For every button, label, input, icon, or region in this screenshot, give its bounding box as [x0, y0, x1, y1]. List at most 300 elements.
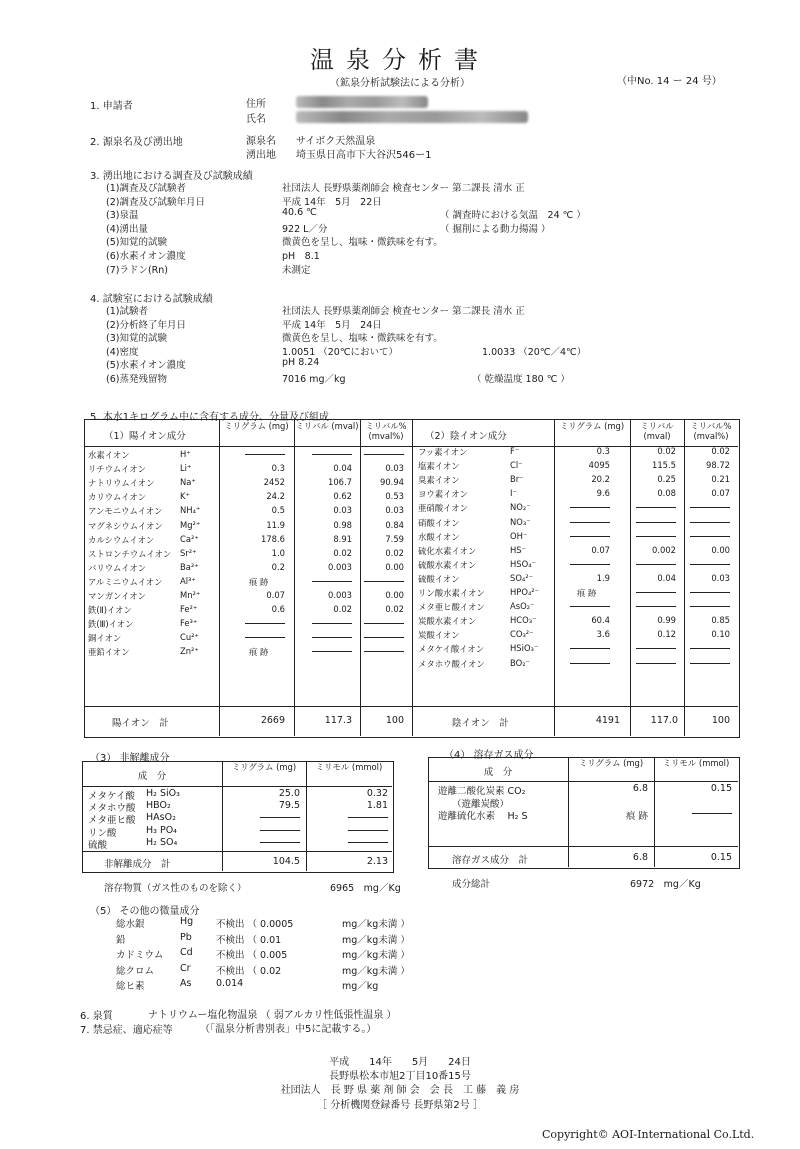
- nondiss-mmol: [306, 812, 388, 823]
- anion-name: メタ亜ヒ酸イオン: [418, 602, 485, 613]
- cation-mval: 8.91: [333, 533, 352, 544]
- trace-label: （5） その他の微量成分: [90, 906, 200, 917]
- cation-formula: Zn²⁺: [180, 646, 199, 657]
- anion-name: 亜硝酸イオン: [418, 503, 468, 514]
- cation-mg: 0.5: [271, 505, 285, 516]
- item-label: (4)湧出量: [106, 223, 148, 235]
- trace-name: 総水銀: [116, 919, 145, 930]
- dash-mark: [570, 522, 610, 523]
- cation-pct: [360, 449, 404, 459]
- trace-symbol: As: [180, 978, 192, 990]
- gas-mmol: 0.15: [710, 783, 732, 794]
- cation-name: リチウムイオン: [88, 464, 146, 475]
- cation-formula: Mg²⁺: [180, 519, 201, 530]
- nondiss-formula: H₃ PO₄: [146, 824, 177, 836]
- anion-pct: 0.21: [711, 474, 730, 485]
- nondiss-name: メタケイ酸: [88, 791, 135, 802]
- dash-mark: [636, 522, 676, 523]
- item-label: (3)泉温: [106, 210, 139, 222]
- cation-name: 鉄(Ⅱ)イオン: [88, 605, 132, 616]
- item-value: 40.6 ℃: [282, 207, 317, 219]
- trace-name: 鉛: [116, 934, 126, 946]
- nondiss-mmol: [306, 825, 388, 836]
- cation-pct: [360, 632, 404, 642]
- anion-name: 硫酸水素イオン: [418, 559, 477, 570]
- cation-mg: 178.6: [261, 533, 285, 544]
- gas-name: （遊離炭酸）: [452, 799, 510, 810]
- anion-mval: 0.08: [657, 488, 676, 499]
- dissolved-value: 6965 mg／Kg: [330, 883, 401, 894]
- location-label: 湧出地: [246, 150, 276, 161]
- anion-pct: [684, 587, 730, 597]
- cation-total-label: 陽イオン 計: [112, 718, 169, 729]
- source-name-value: サイボク天然温泉: [296, 136, 376, 147]
- cation-total-pct: 100: [385, 715, 404, 726]
- grand-total-value: 6972 mg／Kg: [630, 879, 701, 890]
- anion-formula: Cl⁻: [510, 460, 523, 471]
- dash-mark: [570, 507, 610, 508]
- cation-formula: Cu²⁺: [180, 632, 199, 643]
- dash-mark: [312, 651, 352, 652]
- trace-unit: mg／kg未満 ）: [342, 950, 410, 962]
- cation-mval: [294, 618, 352, 628]
- cation-name: マグネシウムイオン: [88, 520, 163, 531]
- nondiss-comp-header: 成 分: [137, 771, 167, 782]
- item-note: （ 掘削による動力揚湯 ）: [440, 223, 551, 235]
- trace-name: 総クロム: [116, 965, 155, 977]
- cation-name: バリウムイオン: [88, 562, 147, 573]
- footer-organization: 社団法人 長 野 県 薬 剤 師 会 会 長 工 藤 義 房: [280, 1085, 520, 1096]
- anion-mg: 3.6: [596, 629, 610, 640]
- anion-mval: [630, 531, 676, 541]
- anion-formula: OH⁻: [510, 530, 528, 541]
- anion-name: 塩素イオン: [418, 461, 460, 472]
- nondiss-mg-header: ミリグラム (mg): [231, 762, 297, 772]
- item-value: 社団法人 長野県薬剤師会 検査センター 第二課長 清水 正: [282, 183, 525, 194]
- anion-pct: 98.72: [706, 460, 730, 471]
- cation-name: ナトリウムイオン: [88, 478, 155, 489]
- anion-pct: [684, 531, 730, 541]
- anion-pct: 0.00: [711, 544, 730, 555]
- anion-name: 硝酸イオン: [418, 517, 460, 528]
- item-label: (7)ラドン(Rn): [106, 264, 168, 276]
- cation-mg: 24.2: [266, 491, 285, 502]
- cation-mval: 0.98: [333, 519, 352, 530]
- gas-name: 遊離二酸化炭素 CO₂: [438, 786, 526, 797]
- dash-mark: [636, 592, 676, 593]
- dash-mark: [690, 564, 730, 565]
- dash-mark: [570, 536, 610, 537]
- column-header: ミリグラム (mg): [559, 421, 625, 431]
- item-value: pH 8.1: [282, 251, 320, 262]
- anion-formula: SO₄²⁻: [510, 572, 534, 583]
- cation-pct: [360, 646, 404, 656]
- anion-name: 硫酸イオン: [418, 573, 460, 584]
- anion-pct: [684, 559, 730, 569]
- nondiss-mg: [222, 825, 300, 836]
- cation-mg: 痕 跡: [249, 576, 269, 587]
- nondiss-formula: HAsO₂: [146, 812, 176, 824]
- cation-total-mval: 117.3: [324, 715, 352, 726]
- trace-value: 不検出 （ 0.005: [216, 950, 288, 962]
- anion-mval: 0.99: [657, 615, 676, 626]
- anion-mval: [630, 502, 676, 512]
- gas-total-label: 溶存ガス成分 計: [452, 855, 529, 866]
- cation-name: アルミニウムイオン: [88, 576, 163, 587]
- dash-mark: [245, 454, 285, 455]
- anion-mg: 60.4: [591, 615, 610, 626]
- cation-name: 水素イオン: [88, 450, 130, 460]
- cation-mg: 11.9: [266, 519, 285, 530]
- cation-mval: 0.02: [333, 604, 352, 615]
- cation-formula: NH₄⁺: [180, 505, 201, 516]
- cation-name: アンモニウムイオン: [88, 506, 163, 517]
- anion-mg: [554, 601, 610, 611]
- anion-mval: 0.04: [657, 572, 676, 583]
- column-header: ミリグラム (mg): [224, 421, 289, 431]
- field-test-label: 3. 湧出地における調査及び試験成績: [90, 171, 253, 182]
- cation-formula: Fe²⁺: [180, 604, 198, 615]
- cation-mval: 0.003: [328, 561, 352, 572]
- item-value: pH 8.24: [282, 357, 320, 369]
- cation-pct: 0.00: [385, 590, 404, 600]
- cation-mg: 0.6: [271, 604, 285, 615]
- anion-mval: [630, 643, 676, 653]
- trace-unit: mg／kg未満 ）: [342, 934, 410, 946]
- gas-label: （4） 溶存ガス成分: [444, 750, 534, 761]
- lab-test-label: 4. 試験室における試験成績: [90, 294, 213, 305]
- anion-formula: HCO₃⁻: [510, 615, 537, 626]
- dash-mark: [312, 581, 352, 582]
- item-label: (1)試験者: [106, 306, 148, 317]
- dash-mark: [364, 454, 404, 455]
- copyright: Copyright© AOI-International Co.Ltd.: [542, 1128, 755, 1141]
- dash-mark: [636, 564, 676, 565]
- cation-formula: Na⁺: [180, 477, 196, 488]
- grand-total-label: 成分総計: [452, 879, 491, 890]
- anion-formula: Br⁻: [510, 474, 524, 485]
- anion-pct: 0.03: [711, 572, 730, 583]
- anion-mval: 115.5: [652, 460, 676, 471]
- anion-pct: [684, 601, 730, 611]
- dash-mark: [690, 663, 730, 664]
- table-hline: [84, 706, 738, 707]
- anion-formula: I⁻: [510, 488, 517, 499]
- cation-mg: 2452: [263, 477, 285, 488]
- anion-formula: HS⁻: [510, 544, 527, 555]
- table-hline: [428, 846, 738, 847]
- nondiss-formula: HBO₂: [146, 800, 171, 812]
- anion-name: 硫化水素イオン: [418, 545, 477, 556]
- anion-formula: HSO₄⁻: [510, 558, 536, 569]
- nondiss-name: メタ亜ヒ酸: [88, 815, 136, 827]
- item-label: (6)蒸発残留物: [106, 374, 167, 385]
- cation-pct: [360, 618, 404, 628]
- anion-mg: [554, 559, 610, 569]
- doc-subtitle: （鉱泉分析試験法による分析）: [330, 78, 470, 89]
- cation-formula: Sr²⁺: [180, 547, 197, 558]
- gas-mg-header: ミリグラム (mg): [578, 758, 644, 768]
- cation-name: 銅イオン: [88, 633, 122, 644]
- cation-pct: 0.02: [385, 547, 404, 558]
- anion-name: 炭酸水素イオン: [418, 616, 477, 627]
- cation-mval: [294, 449, 352, 459]
- anion-header: （2）陰イオン成分: [425, 431, 507, 442]
- item-note: 1.0033 （20℃／4℃）: [482, 346, 587, 358]
- trace-unit: mg／kg未満 ）: [342, 965, 410, 977]
- cation-mval: [294, 632, 352, 642]
- trace-value: 不検出 （ 0.01: [216, 934, 282, 946]
- name-label: 氏名: [246, 114, 266, 125]
- redacted-name: [296, 111, 528, 123]
- cation-mg: [219, 618, 285, 628]
- anion-formula: HPO₄²⁻: [510, 587, 540, 597]
- nondiss-label: （3） 非解離成分: [90, 753, 170, 764]
- anion-mval: [630, 559, 676, 569]
- cation-mg: 0.07: [266, 590, 285, 600]
- anion-pct: [684, 643, 730, 653]
- item-value: 微黄色を呈し、塩味・微鉄味を有す。: [282, 333, 443, 345]
- item-label: (3)知覚的試験: [106, 333, 167, 345]
- anion-formula: AsO₂⁻: [510, 601, 535, 612]
- trace-symbol: Cr: [180, 962, 191, 974]
- anion-mg: 0.07: [591, 544, 610, 555]
- trace-unit: mg／kg: [342, 981, 379, 993]
- column-header: ミリバル (mval): [640, 421, 674, 441]
- trace-unit: mg／kg未満 ）: [342, 919, 410, 930]
- table-hline: [82, 786, 392, 787]
- anion-mval: [630, 517, 676, 527]
- anion-formula: CO₃²⁻: [510, 629, 534, 640]
- nondiss-mmol: 0.32: [366, 788, 388, 799]
- item-label: (2)分析終了年月日: [106, 319, 186, 331]
- dash-mark: [636, 606, 676, 607]
- item-value: 7016 mg／kg: [282, 374, 346, 385]
- source-section-label: 2. 源泉名及び湧出地: [90, 137, 183, 148]
- cation-header: （1）陽イオン成分: [104, 431, 186, 442]
- address-label: 住所: [246, 99, 266, 110]
- nondiss-name: メタホウ酸: [88, 803, 136, 815]
- item-note: （ 乾燥温度 180 ℃ ）: [472, 374, 570, 385]
- indications-label: 7. 禁忌症、適応症等: [80, 1025, 173, 1036]
- item-value: 平成 14年 5月 24日: [282, 319, 382, 331]
- cation-mg: 1.0: [271, 547, 285, 558]
- cation-formula: Li⁺: [180, 463, 192, 474]
- anion-pct: [684, 502, 730, 512]
- anion-formula: BO₂⁻: [510, 657, 530, 668]
- dash-mark: [364, 623, 404, 624]
- gas-mg: 6.8: [632, 783, 648, 794]
- dash-mark: [690, 606, 730, 607]
- cation-name: 亜鉛イオン: [88, 647, 130, 658]
- redacted-address: [296, 96, 428, 108]
- item-value: 未測定: [282, 264, 311, 276]
- column-header: ミリバル% (mval%): [690, 421, 732, 441]
- nondiss-mmol: 1.81: [366, 800, 388, 812]
- table-hline: [428, 781, 738, 782]
- anion-mg: 0.3: [596, 446, 610, 456]
- gas-total-mmol: 0.15: [710, 852, 732, 863]
- item-label: (6)水素イオン濃度: [106, 251, 186, 262]
- anion-pct: 0.85: [711, 615, 730, 626]
- trace-name: 総ヒ素: [116, 981, 145, 993]
- anion-mval: [630, 658, 676, 668]
- anion-name: ヨウ素イオン: [418, 489, 468, 500]
- anion-mg: [554, 643, 610, 653]
- dash-mark: [636, 648, 676, 649]
- item-label: (5)水素イオン濃度: [106, 360, 186, 372]
- dash-mark: [364, 637, 404, 638]
- dash-mark: [348, 817, 388, 818]
- dash-mark: [348, 842, 388, 843]
- anion-name: リン酸水素イオン: [418, 588, 485, 598]
- anion-mval: 0.25: [657, 474, 676, 485]
- anion-mg: 9.6: [596, 488, 610, 499]
- item-label: (2)調査及び試験年月日: [106, 196, 205, 208]
- trace-value: 不検出 （ 0.02: [216, 965, 282, 977]
- anion-pct: 0.07: [711, 488, 730, 499]
- anion-formula: F⁻: [510, 446, 520, 456]
- doc-title: 温泉分析書: [310, 46, 490, 74]
- cation-mval: 0.04: [333, 463, 352, 474]
- location-value: 埼玉県日高市下大谷沢546ー1: [296, 150, 432, 161]
- cation-pct: 7.59: [385, 533, 404, 544]
- dash-mark: [690, 536, 730, 537]
- dash-mark: [260, 842, 300, 843]
- nondiss-mmol: [306, 837, 388, 848]
- anion-mg: 20.2: [591, 474, 610, 485]
- column-header: ミリバル% (mval%): [365, 421, 407, 441]
- table-vline: [412, 419, 413, 736]
- nondiss-formula: H₂ SiO₃: [146, 788, 180, 799]
- nondiss-total-mmol: 2.13: [366, 856, 388, 867]
- item-label: (5)知覚的試験: [106, 237, 167, 249]
- trace-symbol: Pb: [180, 931, 192, 943]
- anion-mg: [554, 531, 610, 541]
- cation-pct: 0.53: [385, 491, 404, 502]
- footer-address: 長野県松本市旭2丁目10番15号: [329, 1071, 471, 1082]
- cation-formula: Fe³⁺: [180, 618, 198, 629]
- anion-mg: 痕 跡: [577, 588, 597, 598]
- cation-formula: Ba²⁺: [180, 561, 199, 572]
- dash-mark: [636, 663, 676, 664]
- anion-name: 水酸イオン: [418, 531, 460, 542]
- cation-pct: 0.03: [385, 505, 404, 516]
- anion-total-mval: 117.0: [650, 715, 678, 726]
- cation-pct: 0.02: [385, 604, 404, 615]
- item-value: 微黄色を呈し、塩味・微鉄味を有す。: [282, 237, 443, 249]
- cation-total-mg: 2669: [260, 715, 285, 726]
- dash-mark: [260, 817, 300, 818]
- item-label: (1)調査及び試験者: [106, 183, 186, 194]
- anion-formula: NO₂⁻: [510, 502, 531, 513]
- dash-mark: [245, 637, 285, 638]
- applicant-label: 1. 申請者: [90, 101, 133, 112]
- indications-value: （「温泉分析書別表」中5に記載する。）: [200, 1024, 377, 1035]
- source-name-label: 源泉名: [246, 136, 276, 147]
- composition-label: 5. 本水1キログラム中に含有する成分、分量及び組成: [90, 412, 329, 423]
- anion-pct: [684, 517, 730, 527]
- item-value: 1.0051 （20℃において）: [282, 346, 399, 358]
- cation-formula: Al³⁺: [180, 575, 196, 586]
- dash-mark: [348, 830, 388, 831]
- dash-mark: [312, 623, 352, 624]
- cation-pct: 0.03: [385, 463, 404, 474]
- nondiss-mg: [222, 837, 300, 848]
- cation-name: 鉄(Ⅲ)イオン: [88, 619, 134, 630]
- anion-name: 臭素イオン: [418, 475, 460, 486]
- doc-number: （中No. 14 ー 24 号）: [617, 76, 722, 87]
- anion-mg: 4095: [588, 460, 610, 471]
- cation-mval: [294, 576, 352, 586]
- trace-value: 不検出 （ 0.0005: [216, 919, 294, 930]
- gas-mmol-header: ミリモル (mmol): [662, 758, 730, 768]
- dash-mark: [636, 507, 676, 508]
- cation-pct: 90.94: [380, 477, 404, 488]
- anion-mval: [630, 587, 676, 597]
- dash-mark: [570, 648, 610, 649]
- anion-pct: 0.10: [711, 629, 730, 640]
- cation-name: カリウムイオン: [88, 492, 147, 503]
- dash-mark: [636, 536, 676, 537]
- gas-name: 遊離硫化水素 H₂ S: [438, 811, 528, 822]
- nondiss-total-mg: 104.5: [272, 856, 300, 867]
- dash-mark: [690, 507, 730, 508]
- item-value: 社団法人 長野県薬剤師会 検査センター 第二課長 清水 正: [282, 306, 525, 317]
- cation-mval: 106.7: [328, 477, 352, 488]
- gas-mmol: [654, 808, 732, 819]
- trace-symbol: Hg: [180, 916, 194, 927]
- nondiss-total-label: 非解離成分 計: [104, 859, 171, 870]
- cation-mg: 0.3: [271, 463, 285, 474]
- cation-name: ストロンチウムイオン: [88, 548, 172, 559]
- dissolved-label: 溶存物質（ガス性のものを除く）: [104, 883, 247, 894]
- dash-mark: [570, 606, 610, 607]
- footer-date: 平成 14年 5月 24日: [329, 1057, 471, 1068]
- nondiss-name: リン酸: [88, 827, 117, 839]
- nondiss-name: 硫酸: [88, 839, 108, 851]
- dash-mark: [245, 623, 285, 624]
- trace-name: カドミウム: [116, 950, 164, 962]
- cation-mg: 痕 跡: [249, 647, 269, 658]
- anion-mval: 0.02: [657, 446, 676, 456]
- cation-mg: [219, 632, 285, 642]
- cation-pct: 0.84: [385, 519, 404, 530]
- gas-total-mg: 6.8: [632, 852, 648, 863]
- anion-mg: 1.9: [596, 572, 610, 583]
- table-hline: [82, 851, 392, 852]
- dash-mark: [690, 522, 730, 523]
- cation-name: カルシウムイオン: [88, 534, 155, 545]
- dash-mark: [690, 592, 730, 593]
- anion-name: メタホウ酸イオン: [418, 658, 485, 669]
- anion-name: メタケイ酸イオン: [418, 644, 485, 655]
- cation-mval: [294, 646, 352, 656]
- cation-pct: [360, 576, 404, 586]
- nondiss-mmol-header: ミリモル (mmol): [315, 762, 383, 772]
- cation-mval: 0.62: [333, 491, 352, 502]
- spring-type-value: ナトリウムー塩化物温泉 （ 弱アルカリ性低張性温泉 ）: [148, 1010, 397, 1021]
- nondiss-mg: 25.0: [278, 788, 300, 799]
- gas-comp-header: 成 分: [483, 767, 513, 778]
- anion-total-pct: 100: [711, 715, 730, 726]
- nondiss-formula: H₂ SO₄: [146, 836, 178, 848]
- anion-name: フッ素イオン: [418, 447, 468, 457]
- nondiss-mg: 79.5: [278, 800, 300, 812]
- anion-formula: HSiO₃⁻: [510, 643, 539, 654]
- anion-mval: 0.12: [657, 629, 676, 640]
- cation-formula: K⁺: [180, 491, 190, 502]
